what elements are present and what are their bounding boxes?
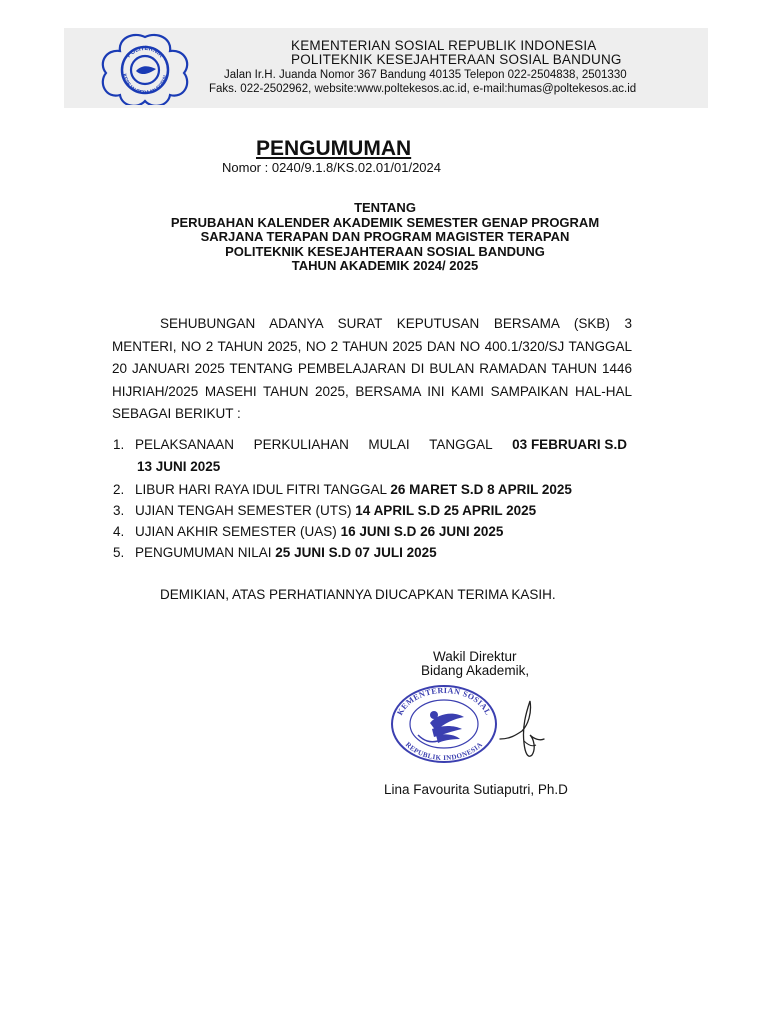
body-paragraph-text: SEHUBUNGAN ADANYA SURAT KEPUTUSAN BERSAMA (SKB) 3 MENTERI, NO 2 TAHUN 2025, NO 2 TAHUN 2025 DAN NO 400.1/320/SJ TANGGAL 20 JANUARI 2025 TENTANG PEMBELAJARAN DI BULAN RAMADAN TAHUN 1446 HIJRIAH/2025 MASEHI TAHUN 2025, BERSAMA INI KAMI SAMPAIKAN HAL-HAL SEBAGAI BERIKUT : [112,316,632,421]
list-number: 5. [113,545,125,560]
subject-line: TAHUN AKADEMIK 2024/ 2025 [291,258,479,274]
signer-department: Bidang Akademik, [421,663,530,678]
logo-text-top: POLITEKNIK [126,45,164,60]
list-item [113,524,503,539]
school-address: Jalan Ir.H. Juanda Nomor 367 Bandung 40135 Telepon 022-2504838, 2501330 [224,69,627,81]
list-item-date: 16 JUNI S.D 26 JUNI 2025 [340,524,504,539]
list-number: 4. [113,524,125,539]
list-item-text: LIBUR HARI RAYA IDUL FITRI TANGGAL [135,482,387,497]
closing-text: DEMIKIAN, ATAS PERHATIANNYA DIUCAPKAN TERIMA KASIH. [160,587,556,602]
list-item [113,482,572,497]
list-item-date: 03 FEBRUARI S.D [512,437,627,452]
list-item: 1. PELAKSANAAN PERKULIAHAN MULAI TANGGAL 03 FEBRUARI S.D [113,437,627,452]
school-name: POLITEKNIK KESEJAHTERAAN SOSIAL BANDUNG [291,52,622,67]
ministry-name: KEMENTERIAN SOSIAL REPUBLIK INDONESIA [291,38,597,53]
subject-line: TENTANG [354,200,416,215]
list-item-date: 14 APRIL S.D 25 APRIL 2025 [355,503,537,518]
list-item-date: 26 MARET S.D 8 APRIL 2025 [390,482,572,497]
list-number: 1. [113,437,125,452]
signer-name: Lina Favourita Sutiaputri, Ph.D [384,782,568,797]
document-subject [40,201,730,274]
list-number: 2. [113,482,125,497]
list-item-text: PENGUMUMAN NILAI [135,545,272,560]
list-item [113,545,437,560]
svg-text:KEMENTERIAN SOSIAL [395,686,493,717]
svg-text:REPUBLIK INDONESIA [404,741,484,762]
stamp-text-top: KEMENTERIAN SOSIAL [395,685,493,717]
subject-line: PERUBAHAN KALENDER AKADEMIK SEMESTER GENAP PROGRAM [170,214,600,230]
subject-line: SARJANA TERAPAN DAN PROGRAM MAGISTER TERAPAN [200,229,570,245]
subject-line: POLITEKNIK KESEJAHTERAAN SOSIAL BANDUNG [225,243,545,259]
body-paragraph [112,313,632,426]
list-item-date: 25 JUNI S.D 07 JULI 2025 [275,545,437,560]
document-title: PENGUMUMAN [256,137,412,160]
document-number: Nomor : 0240/9.1.8/KS.02.01/01/2024 [222,160,441,175]
list-item-text: UJIAN AKHIR SEMESTER (UAS) [135,524,337,539]
signer-title: Wakil Direktur [433,649,517,664]
institution-logo [98,33,192,105]
svg-text:POLITEKNIK [126,46,164,60]
list-number: 3. [113,503,125,518]
official-stamp [390,683,502,765]
school-contact: Faks. 022-2502962, website:www.poltekesos.ac.id, e-mail:humas@poltekesos.ac.id [209,83,637,95]
signature [494,695,546,767]
logo-text-bottom: KESEJAHTERAAN SOSIAL [121,73,169,97]
list-item [113,503,536,518]
stamp-text-bottom: REPUBLIK INDONESIA [403,740,485,763]
list-item-text: UJIAN TENGAH SEMESTER (UTS) [135,503,352,518]
list-item-date-continued: 13 JUNI 2025 [137,459,221,474]
